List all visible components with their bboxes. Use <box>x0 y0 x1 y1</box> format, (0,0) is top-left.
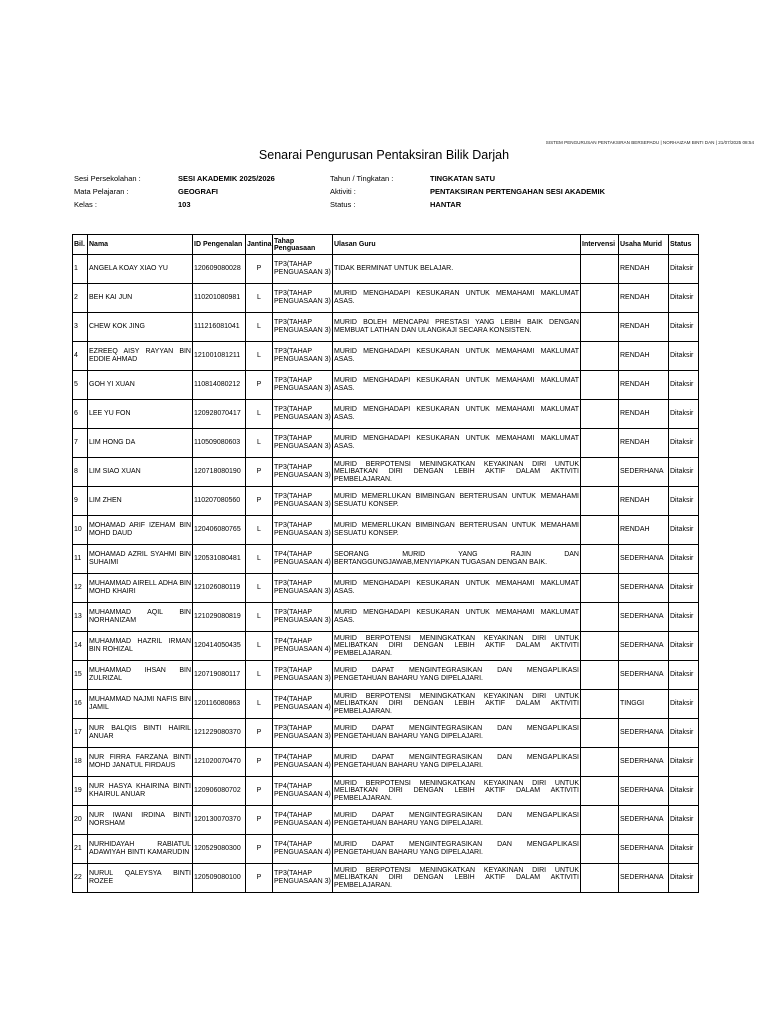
cell-ulasan: MURID MEMERLUKAN BIMBINGAN BERTERUSAN UNTUK MEMAHAMI SESUATU KONSEP. <box>333 516 581 545</box>
sesi-value: SESI AKADEMIK 2025/2026 <box>178 174 275 183</box>
cell-status: Ditaksir <box>669 806 699 835</box>
cell-id: 110814080212 <box>193 371 246 400</box>
table-row <box>73 545 699 574</box>
cell-tahap: TP4(TAHAP PENGUASAAN 4) <box>273 545 333 574</box>
cell-id: 120719080117 <box>193 661 246 690</box>
meta-row-1 <box>74 172 694 185</box>
cell-nama: MOHAMAD ARIF IZEHAM BIN MOHD DAUD <box>88 516 193 545</box>
page-title: Senarai Pengurusan Pentaksiran Bilik Darjah <box>258 148 510 162</box>
table-row <box>73 690 699 719</box>
cell-id: 120116080863 <box>193 690 246 719</box>
cell-usaha: RENDAH <box>619 255 669 284</box>
cell-intervensi <box>581 400 619 429</box>
cell-usaha: SEDERHANA <box>619 835 669 864</box>
cell-intervensi <box>581 777 619 806</box>
col-header-intervensi: Intervensi <box>581 235 619 255</box>
cell-bil: 18 <box>73 748 88 777</box>
table-row <box>73 313 699 342</box>
cell-nama: NURUL QALEYSYA BINTI ROZEE <box>88 864 193 893</box>
col-header-nama: Nama <box>88 235 193 255</box>
table-row <box>73 661 699 690</box>
cell-usaha: RENDAH <box>619 313 669 342</box>
cell-intervensi <box>581 835 619 864</box>
cell-jantina: P <box>246 719 273 748</box>
cell-nama: LIM HONG DA <box>88 429 193 458</box>
cell-status: Ditaksir <box>669 719 699 748</box>
cell-status: Ditaksir <box>669 574 699 603</box>
meta-row-2 <box>74 185 694 198</box>
cell-bil: 8 <box>73 458 88 487</box>
table-row <box>73 777 699 806</box>
cell-id: 120406080765 <box>193 516 246 545</box>
cell-id: 120928070417 <box>193 400 246 429</box>
cell-status: Ditaksir <box>669 632 699 661</box>
cell-ulasan: MURID BERPOTENSI MENINGKATKAN KEYAKINAN DIRI UNTUK MELIBATKAN DIRI DENGAN LEBIH AKTIF DALAM AKTIVITI PEMBELAJARAN. <box>333 777 581 806</box>
cell-intervensi <box>581 748 619 777</box>
cell-usaha: SEDERHANA <box>619 719 669 748</box>
cell-tahap: TP4(TAHAP PENGUASAAN 4) <box>273 748 333 777</box>
assessment-table <box>72 234 699 893</box>
cell-status: Ditaksir <box>669 690 699 719</box>
cell-id: 121001081211 <box>193 342 246 371</box>
col-header-jantina: Jantina <box>246 235 273 255</box>
cell-status: Ditaksir <box>669 400 699 429</box>
cell-ulasan: TIDAK BERMINAT UNTUK BELAJAR. <box>333 255 581 284</box>
cell-intervensi <box>581 661 619 690</box>
cell-usaha: SEDERHANA <box>619 458 669 487</box>
cell-tahap: TP3(TAHAP PENGUASAAN 3) <box>273 342 333 371</box>
cell-tahap: TP3(TAHAP PENGUASAAN 3) <box>273 458 333 487</box>
cell-tahap: TP3(TAHAP PENGUASAAN 3) <box>273 255 333 284</box>
cell-usaha: SEDERHANA <box>619 661 669 690</box>
cell-bil: 1 <box>73 255 88 284</box>
cell-usaha: RENDAH <box>619 371 669 400</box>
cell-ulasan: SEORANG MURID YANG RAJIN DAN BERTANGGUNGJAWAB,MENYIAPKAN TUGASAN DENGAN BAIK. <box>333 545 581 574</box>
cell-tahap: TP3(TAHAP PENGUASAAN 3) <box>273 371 333 400</box>
cell-ulasan: MURID DAPAT MENGINTEGRASIKAN DAN MENGAPLIKASI PENGETAHUAN BAHARU YANG DIPELAJARI. <box>333 719 581 748</box>
cell-intervensi <box>581 429 619 458</box>
cell-nama: LIM SIAO XUAN <box>88 458 193 487</box>
cell-jantina: P <box>246 835 273 864</box>
cell-bil: 15 <box>73 661 88 690</box>
cell-bil: 14 <box>73 632 88 661</box>
cell-id: 111216081041 <box>193 313 246 342</box>
cell-id: 110201080981 <box>193 284 246 313</box>
cell-usaha: RENDAH <box>619 400 669 429</box>
mata-value: GEOGRAFI <box>178 187 219 196</box>
table-row <box>73 400 699 429</box>
cell-bil: 19 <box>73 777 88 806</box>
cell-id: 121229080370 <box>193 719 246 748</box>
cell-ulasan: MURID DAPAT MENGINTEGRASIKAN DAN MENGAPLIKASI PENGETAHUAN BAHARU YANG DIPELAJARI. <box>333 748 581 777</box>
cell-tahap: TP4(TAHAP PENGUASAAN 4) <box>273 690 333 719</box>
cell-tahap: TP4(TAHAP PENGUASAAN 4) <box>273 806 333 835</box>
table-row <box>73 748 699 777</box>
col-header-id: ID Pengenalan <box>193 235 246 255</box>
cell-tahap: TP3(TAHAP PENGUASAAN 3) <box>273 574 333 603</box>
table-row <box>73 806 699 835</box>
kelas-value: 103 <box>178 200 191 209</box>
cell-status: Ditaksir <box>669 545 699 574</box>
cell-status: Ditaksir <box>669 458 699 487</box>
cell-jantina: L <box>246 429 273 458</box>
cell-tahap: TP3(TAHAP PENGUASAAN 3) <box>273 487 333 516</box>
report-meta <box>74 172 694 211</box>
cell-ulasan: MURID BERPOTENSI MENINGKATKAN KEYAKINAN DIRI UNTUK MELIBATKAN DIRI DENGAN LEBIH AKTIF DALAM AKTIVITI PEMBELAJARAN. <box>333 690 581 719</box>
cell-ulasan: MURID MENGHADAPI KESUKARAN UNTUK MEMAHAMI MAKLUMAT ASAS. <box>333 429 581 458</box>
cell-jantina: P <box>246 487 273 516</box>
cell-tahap: TP3(TAHAP PENGUASAAN 3) <box>273 719 333 748</box>
cell-ulasan: MURID MENGHADAPI KESUKARAN UNTUK MEMAHAMI MAKLUMAT ASAS. <box>333 400 581 429</box>
cell-nama: MUHAMMAD AIRELL ADHA BIN MOHD KHAIRI <box>88 574 193 603</box>
cell-status: Ditaksir <box>669 603 699 632</box>
cell-intervensi <box>581 719 619 748</box>
table-row <box>73 574 699 603</box>
cell-nama: MUHAMMAD HAZRIL IRMAN BIN ROHIZAL <box>88 632 193 661</box>
col-header-ulasan: Ulasan Guru <box>333 235 581 255</box>
cell-jantina: P <box>246 748 273 777</box>
table-row <box>73 487 699 516</box>
cell-status: Ditaksir <box>669 661 699 690</box>
kelas-label: Kelas : <box>74 200 97 209</box>
cell-bil: 6 <box>73 400 88 429</box>
cell-bil: 4 <box>73 342 88 371</box>
cell-tahap: TP4(TAHAP PENGUASAAN 4) <box>273 777 333 806</box>
cell-id: 110207080560 <box>193 487 246 516</box>
cell-ulasan: MURID DAPAT MENGINTEGRASIKAN DAN MENGAPLIKASI PENGETAHUAN BAHARU YANG DIPELAJARI. <box>333 835 581 864</box>
cell-bil: 22 <box>73 864 88 893</box>
cell-usaha: SEDERHANA <box>619 545 669 574</box>
status-label: Status : <box>330 200 356 209</box>
mata-label: Mata Pelajaran : <box>74 187 129 196</box>
cell-status: Ditaksir <box>669 429 699 458</box>
cell-ulasan: MURID MENGHADAPI KESUKARAN UNTUK MEMAHAMI MAKLUMAT ASAS. <box>333 342 581 371</box>
cell-bil: 20 <box>73 806 88 835</box>
cell-intervensi <box>581 487 619 516</box>
cell-status: Ditaksir <box>669 313 699 342</box>
cell-jantina: P <box>246 371 273 400</box>
cell-intervensi <box>581 603 619 632</box>
cell-tahap: TP3(TAHAP PENGUASAAN 3) <box>273 400 333 429</box>
cell-tahap: TP3(TAHAP PENGUASAAN 3) <box>273 429 333 458</box>
cell-id: 110509080603 <box>193 429 246 458</box>
cell-status: Ditaksir <box>669 748 699 777</box>
cell-nama: NURHIDAYAH RABIATUL ADAWIYAH BINTI KAMARUDIN <box>88 835 193 864</box>
cell-status: Ditaksir <box>669 516 699 545</box>
cell-id: 121029080819 <box>193 603 246 632</box>
cell-status: Ditaksir <box>669 835 699 864</box>
table-header-row <box>73 235 699 255</box>
cell-usaha: TINGGI <box>619 690 669 719</box>
system-info-text: SISTEM PENGURUSAN PENTAKSIRAN BERSEPADU | NORHAIZAM BINTI DAN | 21/07/2025 08:54 <box>545 140 754 145</box>
cell-tahap: TP4(TAHAP PENGUASAAN 4) <box>273 835 333 864</box>
cell-jantina: L <box>246 516 273 545</box>
cell-usaha: RENDAH <box>619 516 669 545</box>
cell-ulasan: MURID MENGHADAPI KESUKARAN UNTUK MEMAHAMI MAKLUMAT ASAS. <box>333 574 581 603</box>
cell-jantina: P <box>246 458 273 487</box>
cell-ulasan: MURID MEMERLUKAN BIMBINGAN BERTERUSAN UNTUK MEMAHAMI SESUATU KONSEP. <box>333 487 581 516</box>
cell-status: Ditaksir <box>669 777 699 806</box>
cell-usaha: RENDAH <box>619 429 669 458</box>
table-body <box>73 255 699 893</box>
table-row <box>73 342 699 371</box>
cell-jantina: L <box>246 284 273 313</box>
table-row <box>73 284 699 313</box>
cell-status: Ditaksir <box>669 284 699 313</box>
aktiviti-label: Aktiviti : <box>330 187 356 196</box>
cell-bil: 21 <box>73 835 88 864</box>
table-row <box>73 516 699 545</box>
cell-id: 120609080028 <box>193 255 246 284</box>
cell-id: 120414050435 <box>193 632 246 661</box>
cell-ulasan: MURID BOLEH MENCAPAI PRESTASI YANG LEBIH BAIK DENGAN MEMBUAT LATIHAN DAN ULANGKAJI SECARA KONSISTEN. <box>333 313 581 342</box>
cell-jantina: L <box>246 574 273 603</box>
cell-jantina: L <box>246 661 273 690</box>
cell-nama: LIM ZHEN <box>88 487 193 516</box>
col-header-bil: Bil. <box>73 235 88 255</box>
cell-jantina: L <box>246 603 273 632</box>
cell-nama: BEH KAI JUN <box>88 284 193 313</box>
cell-usaha: SEDERHANA <box>619 806 669 835</box>
cell-tahap: TP3(TAHAP PENGUASAAN 3) <box>273 313 333 342</box>
cell-tahap: TP3(TAHAP PENGUASAAN 3) <box>273 603 333 632</box>
cell-bil: 12 <box>73 574 88 603</box>
cell-tahap: TP3(TAHAP PENGUASAAN 3) <box>273 284 333 313</box>
cell-jantina: P <box>246 864 273 893</box>
table-row <box>73 255 699 284</box>
cell-tahap: TP3(TAHAP PENGUASAAN 3) <box>273 864 333 893</box>
cell-tahap: TP3(TAHAP PENGUASAAN 3) <box>273 516 333 545</box>
cell-id: 121026080119 <box>193 574 246 603</box>
tahun-value: TINGKATAN SATU <box>430 174 495 183</box>
cell-usaha: SEDERHANA <box>619 748 669 777</box>
cell-intervensi <box>581 632 619 661</box>
cell-nama: CHEW KOK JING <box>88 313 193 342</box>
cell-nama: NUR BALQIS BINTI HAIRIL ANUAR <box>88 719 193 748</box>
cell-id: 120529080300 <box>193 835 246 864</box>
cell-bil: 7 <box>73 429 88 458</box>
cell-bil: 9 <box>73 487 88 516</box>
cell-nama: MUHAMMAD NAJMI NAFIS BIN JAMIL <box>88 690 193 719</box>
table-row <box>73 603 699 632</box>
cell-bil: 3 <box>73 313 88 342</box>
col-header-tahap: Tahap Penguasaan <box>273 235 333 255</box>
cell-usaha: SEDERHANA <box>619 632 669 661</box>
cell-nama: MOHAMAD AZRIL SYAHMI BIN SUHAIMI <box>88 545 193 574</box>
aktiviti-value: PENTAKSIRAN PERTENGAHAN SESI AKADEMIK <box>430 187 606 196</box>
cell-status: Ditaksir <box>669 487 699 516</box>
cell-status: Ditaksir <box>669 342 699 371</box>
cell-jantina: L <box>246 690 273 719</box>
cell-bil: 11 <box>73 545 88 574</box>
cell-ulasan: MURID MENGHADAPI KESUKARAN UNTUK MEMAHAMI MAKLUMAT ASAS. <box>333 284 581 313</box>
cell-nama: GOH YI XUAN <box>88 371 193 400</box>
cell-intervensi <box>581 284 619 313</box>
cell-intervensi <box>581 545 619 574</box>
cell-usaha: SEDERHANA <box>619 864 669 893</box>
cell-nama: NUR IWANI IRDINA BINTI NORSHAM <box>88 806 193 835</box>
cell-ulasan: MURID DAPAT MENGINTEGRASIKAN DAN MENGAPLIKASI PENGETAHUAN BAHARU YANG DIPELAJARI. <box>333 661 581 690</box>
cell-nama: EZREEQ AISY RAYYAN BIN EDDIE AHMAD <box>88 342 193 371</box>
cell-ulasan: MURID MENGHADAPI KESUKARAN UNTUK MEMAHAMI MAKLUMAT ASAS. <box>333 603 581 632</box>
cell-nama: MUHAMMAD IHSAN BIN ZULRIZAL <box>88 661 193 690</box>
cell-tahap: TP3(TAHAP PENGUASAAN 3) <box>273 661 333 690</box>
cell-intervensi <box>581 516 619 545</box>
cell-status: Ditaksir <box>669 371 699 400</box>
cell-nama: NUR FIRRA FARZANA BINTI MOHD JANATUL FIRDAUS <box>88 748 193 777</box>
cell-jantina: L <box>246 313 273 342</box>
cell-jantina: L <box>246 545 273 574</box>
cell-jantina: P <box>246 777 273 806</box>
cell-bil: 2 <box>73 284 88 313</box>
cell-intervensi <box>581 864 619 893</box>
cell-usaha: SEDERHANA <box>619 777 669 806</box>
tahun-label: Tahun / Tingkatan : <box>330 174 394 183</box>
cell-jantina: L <box>246 400 273 429</box>
cell-ulasan: MURID BERPOTENSI MENINGKATKAN KEYAKINAN DIRI UNTUK MELIBATKAN DIRI DENGAN LEBIH AKTIF DALAM AKTIVITI PEMBELAJARAN. <box>333 864 581 893</box>
status-value: HANTAR <box>430 200 462 209</box>
cell-status: Ditaksir <box>669 255 699 284</box>
cell-nama: LEE YU FON <box>88 400 193 429</box>
cell-bil: 16 <box>73 690 88 719</box>
cell-status: Ditaksir <box>669 864 699 893</box>
cell-bil: 10 <box>73 516 88 545</box>
table-row <box>73 864 699 893</box>
cell-intervensi <box>581 690 619 719</box>
cell-id: 121020070470 <box>193 748 246 777</box>
cell-intervensi <box>581 342 619 371</box>
cell-bil: 13 <box>73 603 88 632</box>
cell-usaha: RENDAH <box>619 342 669 371</box>
cell-ulasan: MURID DAPAT MENGINTEGRASIKAN DAN MENGAPLIKASI PENGETAHUAN BAHARU YANG DIPELAJARI. <box>333 806 581 835</box>
table-row <box>73 371 699 400</box>
cell-id: 120130070370 <box>193 806 246 835</box>
table-row <box>73 429 699 458</box>
cell-id: 120718080190 <box>193 458 246 487</box>
meta-row-3 <box>74 198 694 211</box>
cell-intervensi <box>581 371 619 400</box>
table-row <box>73 835 699 864</box>
table-row <box>73 458 699 487</box>
cell-bil: 5 <box>73 371 88 400</box>
table-row <box>73 632 699 661</box>
cell-jantina: P <box>246 255 273 284</box>
cell-intervensi <box>581 458 619 487</box>
cell-nama: ANGELA KOAY XIAO YU <box>88 255 193 284</box>
table-row <box>73 719 699 748</box>
cell-intervensi <box>581 313 619 342</box>
cell-id: 120531080481 <box>193 545 246 574</box>
cell-id: 120906080702 <box>193 777 246 806</box>
cell-nama: NUR HASYA KHAIRINA BINTI KHAIRUL ANUAR <box>88 777 193 806</box>
sesi-label: Sesi Persekolahan : <box>74 174 141 183</box>
cell-intervensi <box>581 574 619 603</box>
cell-bil: 17 <box>73 719 88 748</box>
cell-ulasan: MURID BERPOTENSI MENINGKATKAN KEYAKINAN DIRI UNTUK MELIBATKAN DIRI DENGAN LEBIH AKTIF DALAM AKTIVITI PEMBELAJARAN. <box>333 458 581 487</box>
cell-usaha: SEDERHANA <box>619 574 669 603</box>
cell-intervensi <box>581 255 619 284</box>
cell-jantina: L <box>246 632 273 661</box>
cell-tahap: TP4(TAHAP PENGUASAAN 4) <box>273 632 333 661</box>
cell-intervensi <box>581 806 619 835</box>
cell-id: 120509080100 <box>193 864 246 893</box>
cell-nama: MUHAMMAD AQIL BIN NORHANIZAM <box>88 603 193 632</box>
cell-ulasan: MURID BERPOTENSI MENINGKATKAN KEYAKINAN DIRI UNTUK MELIBATKAN DIRI DENGAN LEBIH AKTIF DALAM AKTIVITI PEMBELAJARAN. <box>333 632 581 661</box>
col-header-usaha: Usaha Murid <box>619 235 669 255</box>
cell-ulasan: MURID MENGHADAPI KESUKARAN UNTUK MEMAHAMI MAKLUMAT ASAS. <box>333 371 581 400</box>
cell-jantina: P <box>246 806 273 835</box>
cell-jantina: L <box>246 342 273 371</box>
cell-usaha: RENDAH <box>619 284 669 313</box>
cell-usaha: SEDERHANA <box>619 603 669 632</box>
cell-usaha: RENDAH <box>619 487 669 516</box>
col-header-status: Status <box>669 235 699 255</box>
